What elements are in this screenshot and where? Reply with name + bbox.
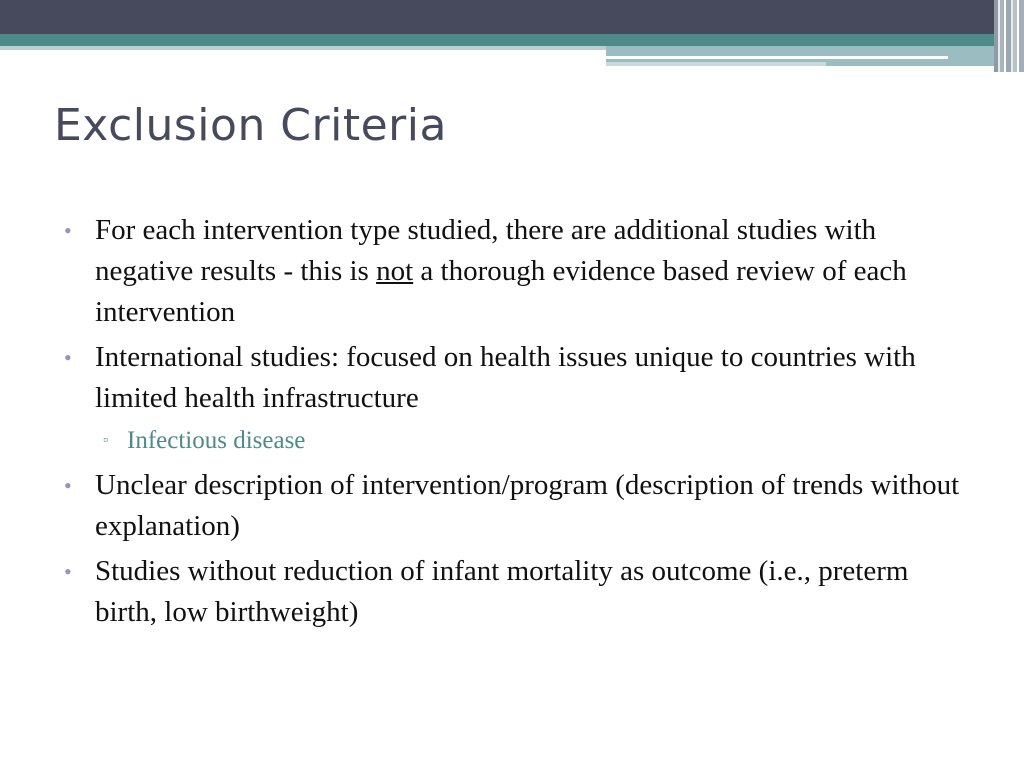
bullet-marker: •	[64, 559, 72, 584]
bullet-text: International studies: focused on health issues unique to countries with limited health infrastructure	[95, 341, 916, 414]
bullet-item-2	[64, 337, 964, 419]
bullet-item-1	[64, 210, 964, 333]
header-band-dark	[0, 0, 1024, 34]
bullet-text: Studies without reduction of infant mortality as outcome (i.e., preterm birth, low birthweight)	[95, 555, 909, 628]
sub-bullet-item	[64, 423, 964, 459]
slide-title: Exclusion Criteria	[54, 100, 447, 151]
bullet-marker: •	[64, 345, 72, 370]
bullet-item-3	[64, 465, 964, 547]
bullet-marker: •	[64, 218, 72, 243]
sub-bullet-marker: ▫	[103, 433, 108, 448]
sub-bullet-text: Infectious disease	[127, 427, 306, 454]
bullet-text: Unclear description of intervention/program (description of trends without explanation)	[95, 469, 960, 542]
bullet-list	[64, 210, 964, 637]
bullet-text-part: For each intervention type studied, there are additional studies with negative results - this is	[95, 214, 877, 287]
bullet-item-4	[64, 551, 964, 633]
header-accent-line	[606, 56, 948, 59]
header-band-teal	[0, 34, 1024, 46]
bullet-marker: •	[64, 473, 72, 498]
bullet-text-underlined: not	[376, 255, 414, 287]
bullet-text-part: a thorough evidence based review of each intervention	[95, 255, 907, 328]
header-accent-line-low	[606, 62, 826, 66]
header-vertical-stripes	[994, 0, 1024, 72]
